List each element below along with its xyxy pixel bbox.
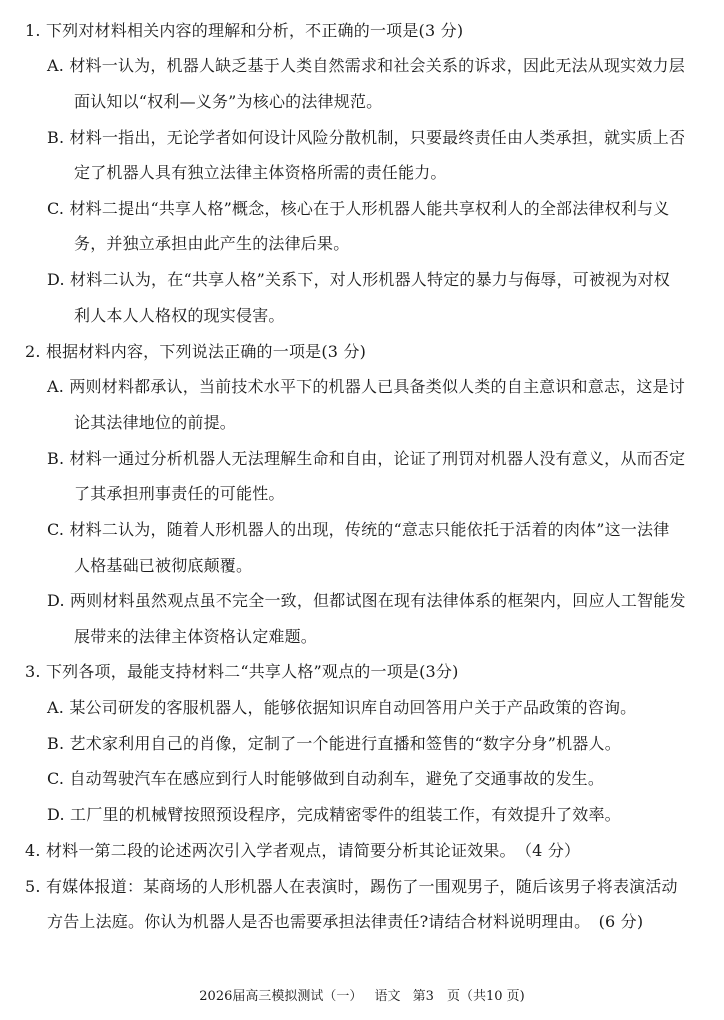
option-text: 材料一通过分析机器人无法理解生命和自由，论证了刑罚对机器人没有意义，从而否定: [69, 449, 686, 468]
option-text: 两则材料虽然观点虽不完全一致，但都试图在现有法律体系的框架内，回应人工智能发: [70, 591, 686, 610]
question-3-option-b: [47, 734, 621, 754]
question-2-option-c-continued: 人格基础已被彻底颠覆。: [74, 556, 253, 575]
question-1-option-d-continued: 利人本人人格权的现实侵害。: [74, 306, 285, 325]
option-letter: D.: [47, 591, 65, 610]
question-5-stem-continued: 方告上法庭。你认为机器人是否也需要承担法律责任?请结合材料说明理由。 (6 分): [47, 912, 644, 931]
question-1-option-b: [47, 128, 685, 148]
footer-page-number: 第3 页（共10 页): [412, 989, 525, 1004]
option-letter: A.: [47, 698, 65, 717]
question-2-option-d: [47, 591, 686, 611]
option-text: 材料二提出“共享人格”概念，核心在于人形机器人能共享权利人的全部法律权利与义: [69, 199, 670, 218]
question-1-option-a-continued: 面认知以“权利—义务”为核心的法律规范。: [74, 92, 383, 111]
option-text: 艺术家利用自己的肖像，定制了一个能进行直播和签售的“数字分身”机器人。: [69, 734, 621, 753]
option-letter: D.: [47, 270, 65, 289]
question-2-option-b: [47, 449, 685, 469]
option-letter: D.: [47, 805, 65, 824]
page-footer: [0, 988, 724, 1006]
option-text: 自动驾驶汽车在感应到行人时能够做到自动刹车，避免了交通事故的发生。: [69, 769, 605, 788]
option-letter: A.: [47, 377, 65, 396]
question-1-option-a: [47, 56, 685, 76]
question-1-option-b-continued: 定了机器人具有独立法律主体资格所需的责任能力。: [74, 163, 447, 182]
option-text: 材料一认为，机器人缺乏基于人类自然需求和社会关系的诉求，因此无法从现实效力层: [69, 56, 685, 75]
option-letter: B.: [47, 734, 65, 753]
question-3-option-a: [47, 698, 636, 718]
question-1-stem: 1. 下列对材料相关内容的理解和分析，不正确的一项是(3 分): [25, 21, 464, 40]
question-1-option-d: [47, 270, 670, 290]
question-2-option-c: [47, 520, 669, 540]
question-2-option-a: [47, 377, 685, 397]
question-3-stem: 3. 下列各项，最能支持材料二“共享人格”观点的一项是(3分): [25, 662, 459, 681]
option-text: 某公司研发的客服机器人，能够依据知识库自动回答用户关于产品政策的咨询。: [69, 698, 637, 717]
option-letter: B.: [47, 449, 65, 468]
option-letter: C.: [47, 199, 65, 218]
question-2-option-a-continued: 论其法律地位的前提。: [74, 413, 237, 432]
question-4-stem: 4. 材料一第二段的论述两次引入学者观点，请简要分析其论证效果。 （4 分）: [25, 841, 581, 860]
option-letter: B.: [47, 128, 65, 147]
option-letter: A.: [47, 56, 65, 75]
footer-exam-title: 2026届高三模拟测试（一）: [199, 989, 363, 1004]
question-1-option-c-continued: 务，并独立承担由此产生的法律后果。: [74, 234, 350, 253]
question-2-stem: 2. 根据材料内容，下列说法正确的一项是(3 分): [25, 342, 367, 361]
option-text: 材料一指出，无论学者如何设计风险分散机制，只要最终责任由人类承担，就实质上否: [69, 128, 686, 147]
footer-subject: 语文: [374, 989, 401, 1004]
question-3-option-c: [47, 769, 604, 789]
option-text: 材料二认为，随着人形机器人的出现，传统的“意志只能依托于活着的肉体”这一法律: [69, 520, 670, 539]
option-letter: C.: [47, 769, 65, 788]
option-text: 两则材料都承认，当前技术水平下的机器人已具备类似人类的自主意识和意志，这是讨: [69, 377, 685, 396]
question-2-option-d-continued: 展带来的法律主体资格认定难题。: [74, 627, 318, 646]
question-5-stem: 5. 有媒体报道：某商场的人形机器人在表演时，踢伤了一围观男子，随后该男子将表演活动: [25, 877, 678, 896]
option-text: 工厂里的机械臂按照预设程序，完成精密零件的组装工作，有效提升了效率。: [70, 805, 621, 824]
question-2-option-b-continued: 了其承担刑事责任的可能性。: [74, 484, 285, 503]
option-letter: C.: [47, 520, 65, 539]
question-3-option-d: [47, 805, 621, 825]
question-1-option-c: [47, 199, 669, 219]
option-text: 材料二认为，在“共享人格”关系下，对人形机器人特定的暴力与侮辱，可被视为对权: [70, 270, 671, 289]
